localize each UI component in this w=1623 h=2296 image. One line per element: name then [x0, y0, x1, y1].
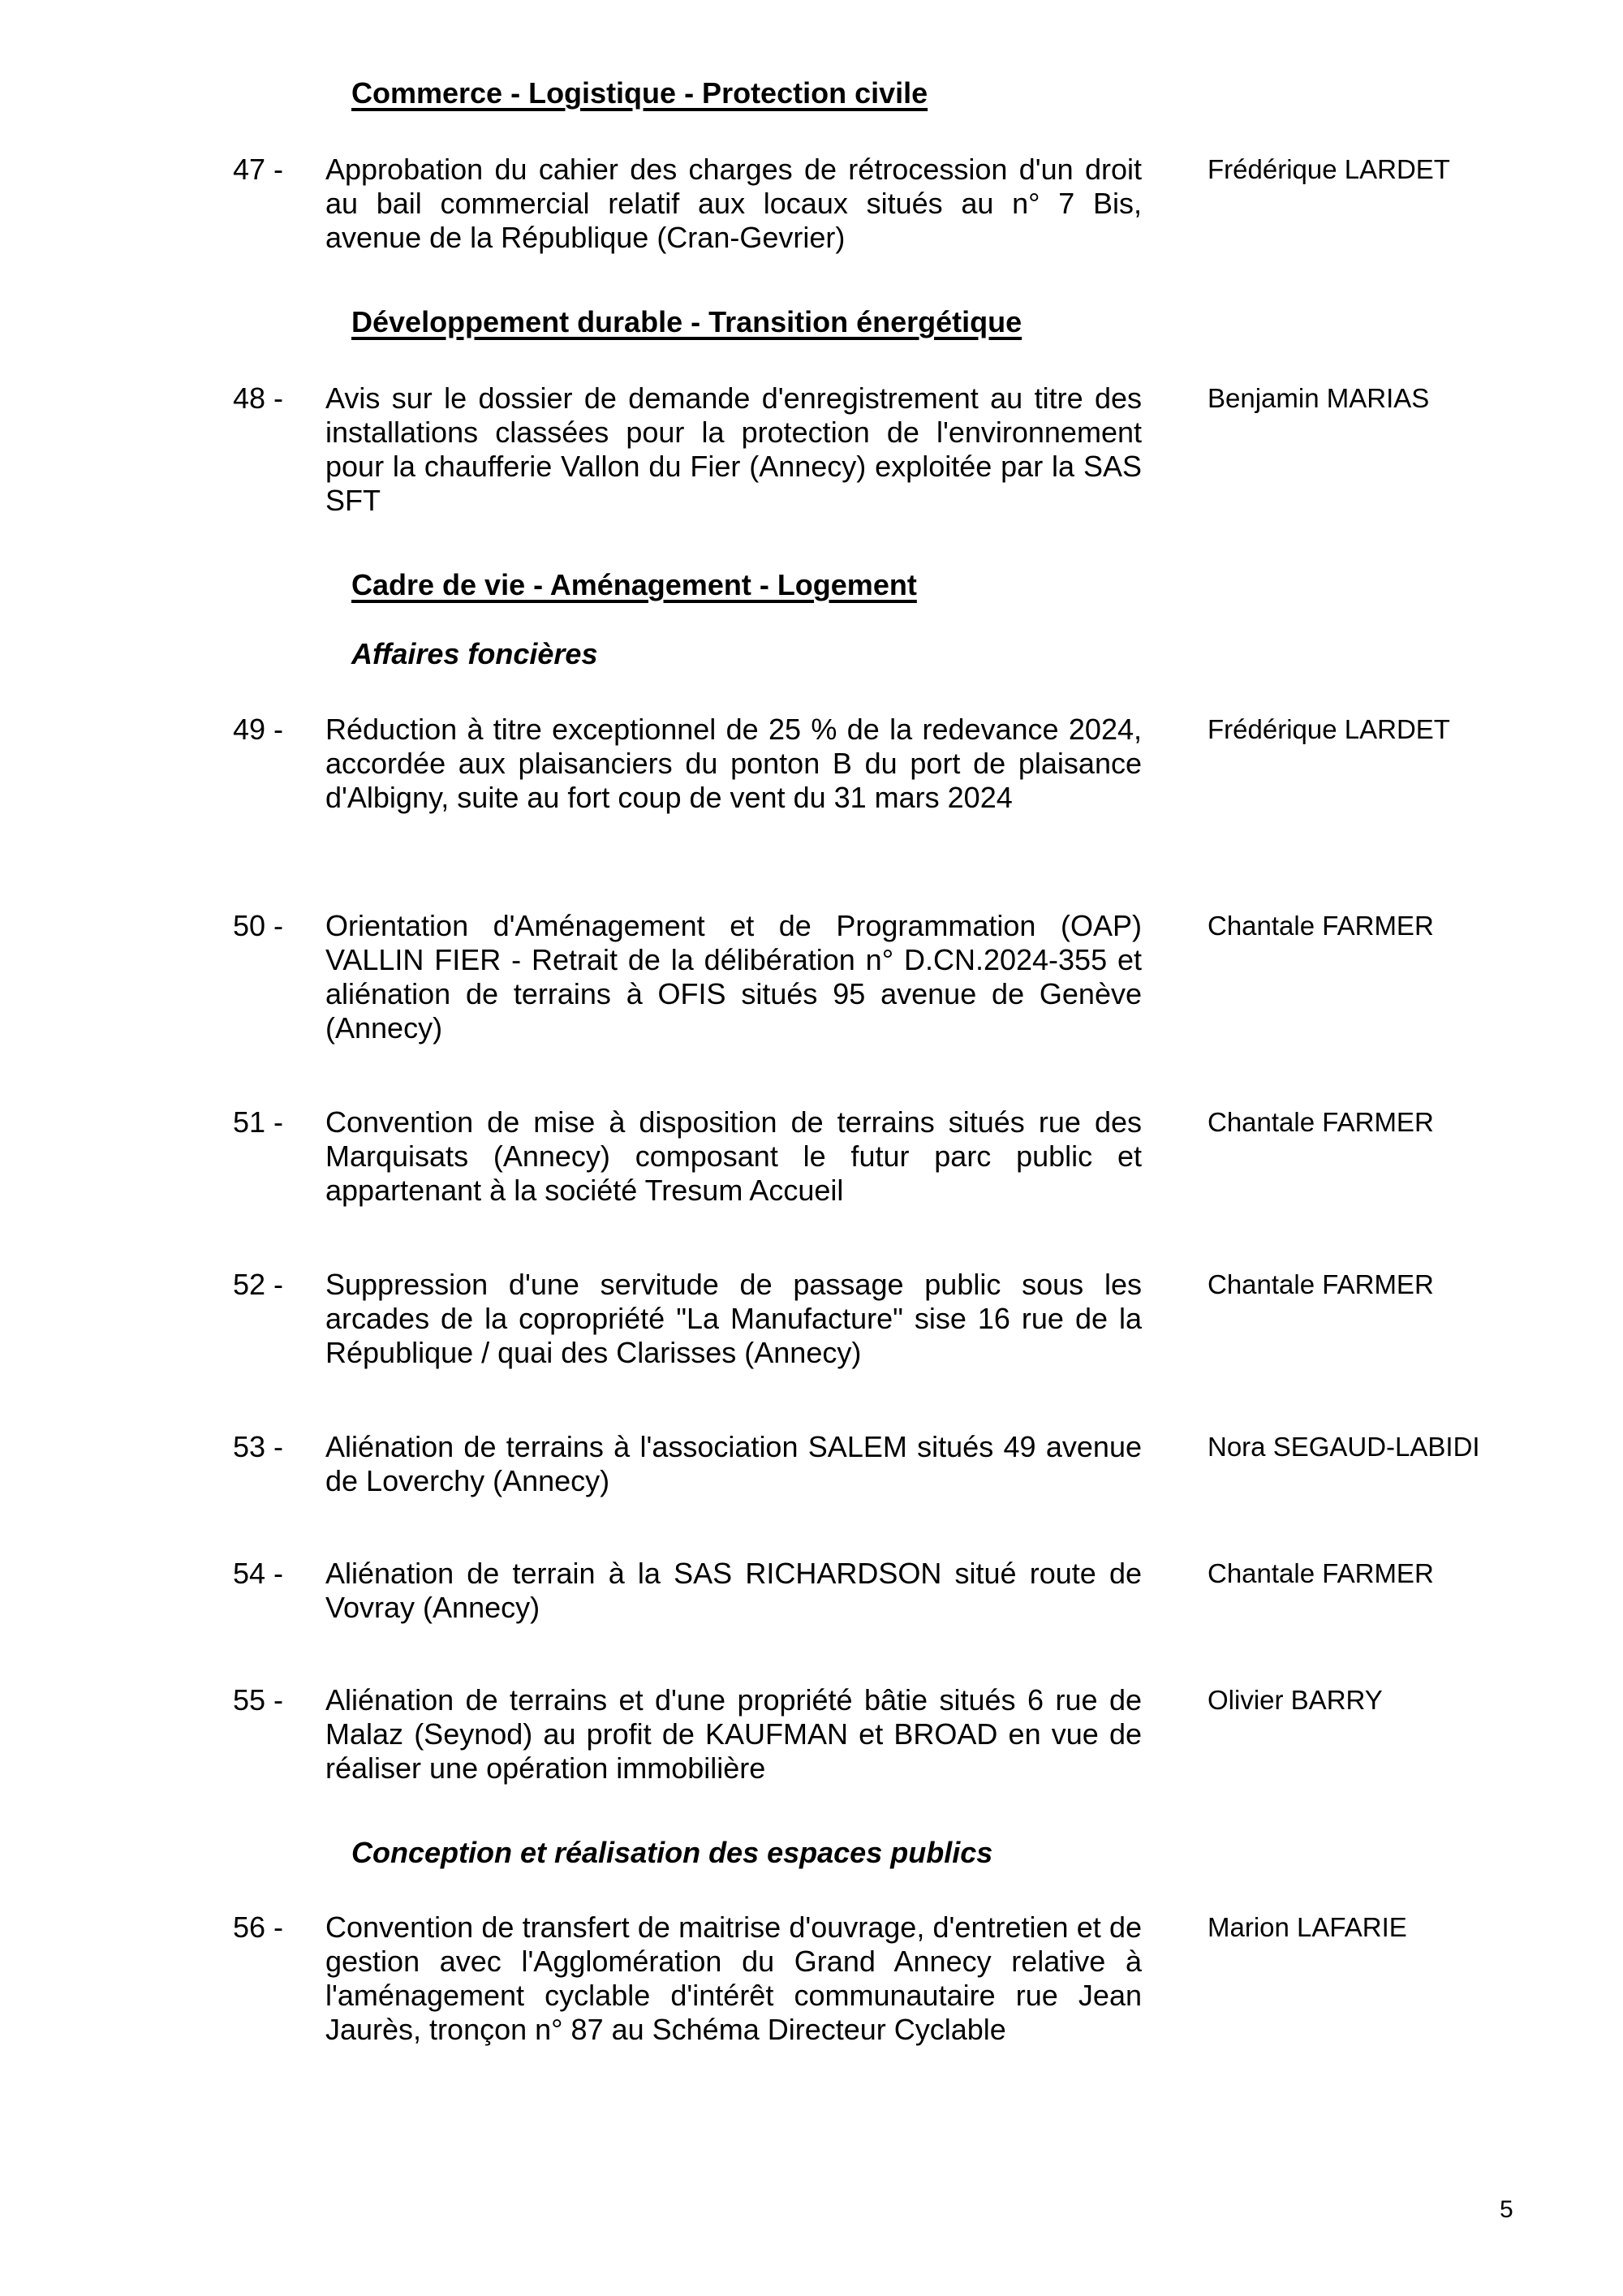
- item-rapporteur: Chantale FARMER: [1208, 911, 1434, 941]
- item-text: Aliénation de terrains et d'une propriété bâtie situés 6 rue de Malaz (Seynod) au profit de KAUFMAN et BROAD en vue de réaliser une opération immobilière: [325, 1683, 1142, 1785]
- item-text: Aliénation de terrains à l'association SALEM situés 49 avenue de Loverchy (Annecy): [325, 1430, 1142, 1497]
- item-text: Approbation du cahier des charges de rétrocession d'un droit au bail commercial relatif aux locaux situés au n° 7 Bis, avenue de la République (Cran-Gevrier): [325, 153, 1142, 254]
- item-text: Avis sur le dossier de demande d'enregistrement au titre des installations classées pour la protection de l'environnement pour la chaufferie Vallon du Fier (Annecy) exploitée par la SAS SFT: [325, 381, 1142, 517]
- item-rapporteur: Frédérique LARDET: [1208, 154, 1450, 184]
- item-number: 56 -: [233, 1910, 284, 1944]
- item-number: 48 -: [233, 381, 284, 415]
- item-text: Convention de transfert de maitrise d'ouvrage, d'entretien et de gestion avec l'Agglomération du Grand Annecy relative à l'aménagement cyclable d'intérêt communautaire rue Jean Jaurès, tronçon n° 87 au Schéma Directeur Cyclable: [325, 1910, 1142, 2046]
- item-text: Orientation d'Aménagement et de Programmation (OAP) VALLIN FIER - Retrait de la délibération n° D.CN.2024-355 et aliénation de terrains à OFIS situés 95 avenue de Genève (Annecy): [325, 909, 1142, 1045]
- item-rapporteur: Marion LAFARIE: [1208, 1912, 1407, 1942]
- item-rapporteur: Chantale FARMER: [1208, 1269, 1434, 1299]
- subsection-espaces-publics: Conception et réalisation des espaces publics: [351, 1836, 993, 1869]
- item-number: 54 -: [233, 1557, 284, 1590]
- item-number: 52 -: [233, 1268, 284, 1301]
- item-text: Convention de mise à disposition de terrains situés rue des Marquisats (Annecy) composant le futur parc public et appartenant à la société Tresum Accueil: [325, 1105, 1142, 1207]
- section-heading-commerce: Commerce - Logistique - Protection civile: [351, 76, 928, 110]
- item-number: 51 -: [233, 1105, 284, 1139]
- item-rapporteur: Benjamin MARIAS: [1208, 383, 1430, 413]
- item-number: 49 -: [233, 713, 284, 746]
- section-heading-cadre-de-vie: Cadre de vie - Aménagement - Logement: [351, 568, 917, 601]
- page-number: 5: [1500, 2196, 1513, 2223]
- section-heading-developpement-durable: Développement durable - Transition énergétique: [351, 305, 1022, 338]
- item-text: Réduction à titre exceptionnel de 25 % de la redevance 2024, accordée aux plaisanciers du ponton B du port de plaisance d'Albigny, suite au fort coup de vent du 31 mars 2024: [325, 713, 1142, 814]
- item-number: 47 -: [233, 153, 284, 186]
- item-text: Aliénation de terrain à la SAS RICHARDSON situé route de Vovray (Annecy): [325, 1557, 1142, 1624]
- item-rapporteur: Frédérique LARDET: [1208, 714, 1450, 744]
- item-rapporteur: Chantale FARMER: [1208, 1107, 1434, 1137]
- item-rapporteur: Olivier BARRY: [1208, 1685, 1383, 1715]
- item-number: 50 -: [233, 909, 284, 942]
- item-number: 53 -: [233, 1430, 284, 1463]
- item-number: 55 -: [233, 1683, 284, 1717]
- item-rapporteur: Chantale FARMER: [1208, 1558, 1434, 1588]
- item-text: Suppression d'une servitude de passage public sous les arcades de la copropriété "La Manufacture" sise 16 rue de la République / quai des Clarisses (Annecy): [325, 1268, 1142, 1369]
- subsection-affaires-foncieres: Affaires foncières: [351, 637, 598, 670]
- item-rapporteur: Nora SEGAUD-LABIDI: [1208, 1432, 1480, 1462]
